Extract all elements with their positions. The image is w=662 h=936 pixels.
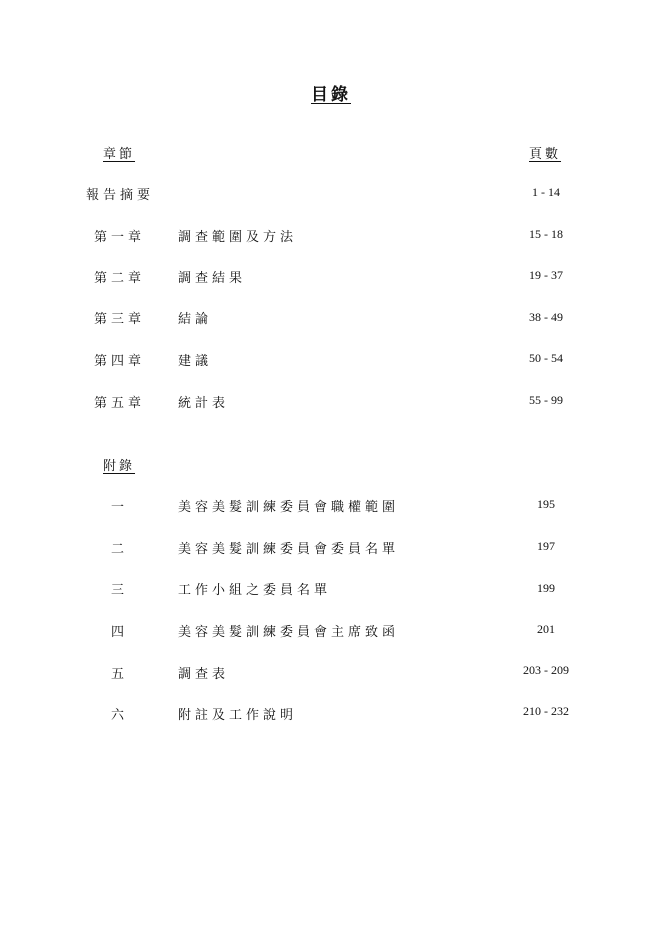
appendix-number: 六: [111, 708, 129, 723]
chapter-column-header: 章節: [103, 147, 136, 162]
chapter-title: 建議: [178, 354, 213, 369]
appendix-pages: 201: [537, 622, 555, 636]
appendix-pages: 195: [537, 497, 555, 511]
chapter-number: 第二章: [94, 271, 146, 286]
appendix-number: 三: [111, 583, 129, 598]
chapter-title: 調查範圍及方法: [178, 230, 298, 245]
appendix-number: 五: [111, 667, 129, 682]
summary-pages: 1 - 14: [532, 185, 560, 199]
chapter-pages: 50 - 54: [529, 351, 563, 365]
page-title-text: 目錄: [311, 85, 351, 105]
chapter-number: 第四章: [94, 354, 146, 369]
appendix-pages: 203 - 209: [523, 663, 569, 677]
chapter-pages: 19 - 37: [529, 268, 563, 282]
chapter-title: 調查結果: [178, 271, 247, 286]
appendix-title: 工作小組之委員名單: [178, 583, 332, 598]
appendix-header: 附錄: [103, 459, 136, 474]
appendix-pages: 197: [537, 539, 555, 553]
chapter-number: 第五章: [94, 396, 146, 411]
chapter-number: 第三章: [94, 312, 146, 327]
chapter-title: 結論: [178, 312, 213, 327]
appendix-pages: 210 - 232: [523, 704, 569, 718]
appendix-title: 美容美髮訓練委員會委員名單: [178, 542, 400, 557]
summary-label: 報告摘要: [86, 188, 155, 203]
appendix-pages: 199: [537, 581, 555, 595]
pages-column-header: 頁數: [529, 147, 562, 162]
appendix-title: 附註及工作說明: [178, 708, 298, 723]
chapter-number: 第一章: [94, 230, 146, 245]
chapter-pages: 15 - 18: [529, 227, 563, 241]
appendix-number: 二: [111, 542, 129, 557]
chapter-pages: 55 - 99: [529, 393, 563, 407]
appendix-number: 一: [111, 500, 129, 515]
appendix-title: 美容美髮訓練委員會職權範圍: [178, 500, 400, 515]
chapter-title: 統計表: [178, 396, 230, 411]
appendix-title: 美容美髮訓練委員會主席致函: [178, 625, 400, 640]
appendix-title: 調查表: [178, 667, 230, 682]
chapter-pages: 38 - 49: [529, 310, 563, 324]
page-title: [0, 80, 662, 105]
appendix-number: 四: [111, 625, 129, 640]
